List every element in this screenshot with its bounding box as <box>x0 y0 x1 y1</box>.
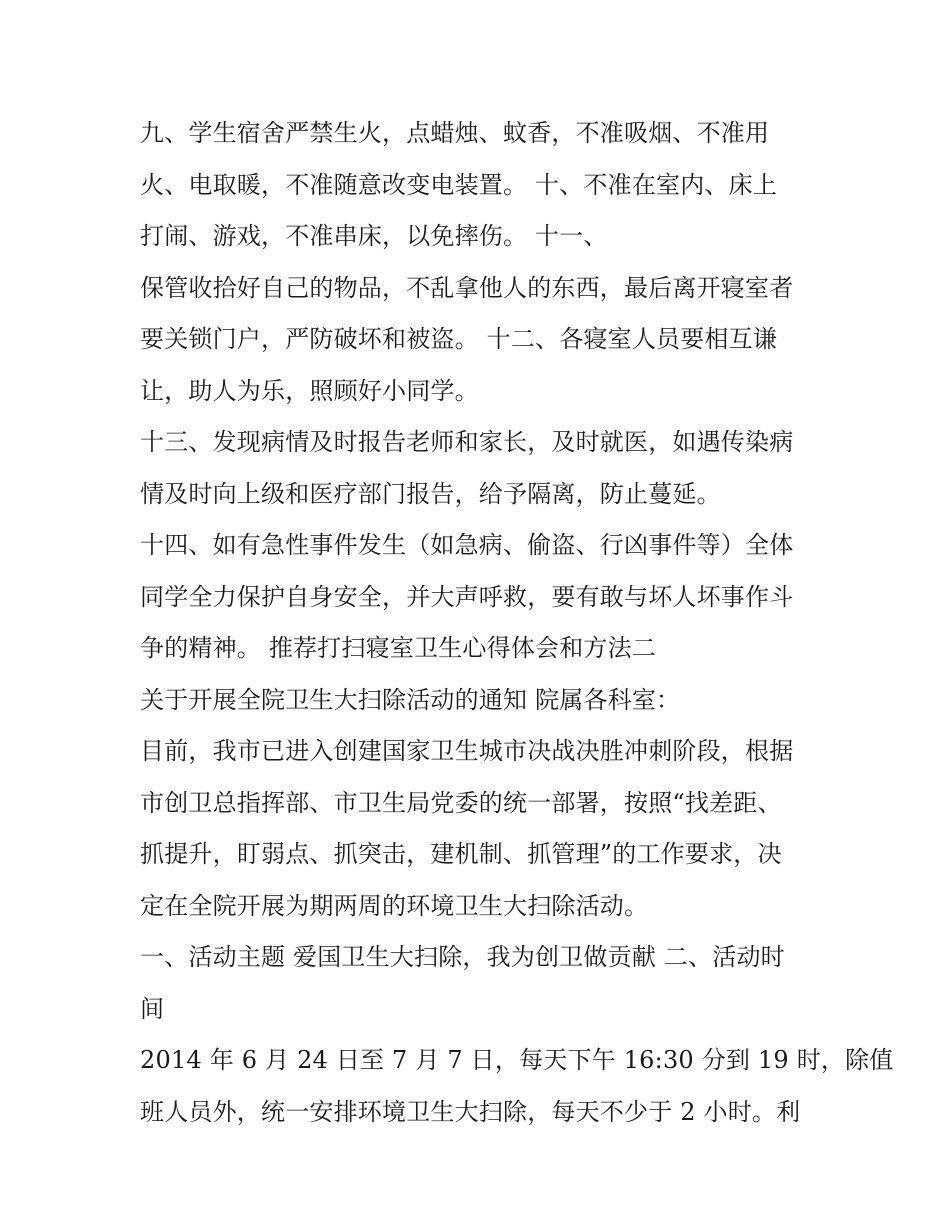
text-line: 十四、如有急性事件发生（如急病、偷盗、行凶事件等）全体 <box>140 531 794 559</box>
text-line: 间 <box>140 994 165 1023</box>
text-line: 火、电取暖，不准随意改变电装置。 十、不准在室内、床上 <box>140 170 778 199</box>
text-line: 市创卫总指挥部、市卫生局党委的统一部署，按照“找差距、 <box>140 788 782 817</box>
text-line: 让，助人为乐，照顾好小同学。 <box>140 376 479 405</box>
text-line: 抓提升，盯弱点、抓突击，建机制、抓管理”的工作要求，决 <box>140 840 782 868</box>
text-line: 争的精神。 推荐打扫寝室卫生心得体会和方法二 <box>140 634 657 662</box>
text-line: 定在全院开展为期两周的环境卫生大扫除活动。 <box>140 891 649 920</box>
text-line: 一、活动主题 爱国卫生大扫除，我为创卫做贡献 二、活动时 <box>140 943 785 971</box>
text-line: 目前，我市已进入创建国家卫生城市决战决胜冲刺阶段，根据 <box>140 737 794 765</box>
text-line: 九、学生宿舍严禁生火，点蜡烛、蚊香，不准吸烟、不准用 <box>140 119 770 147</box>
text-line: 同学全力保护自身安全，并大声呼救，要有敢与坏人坏事作斗 <box>140 582 794 611</box>
text-line: 十三、发现病情及时报告老师和家长，及时就医，如遇传染病 <box>140 428 794 456</box>
text-line: 保管收拾好自己的物品，不乱拿他人的东西，最后离开寝室者 <box>140 273 794 302</box>
text-line: 情及时向上级和医疗部门报告，给予隔离，防止蔓延。 <box>140 479 721 508</box>
text-line: 2014 年 6 月 24 日至 7 月 7 日，每天下午 16:30 分到 19 时，除值 <box>140 1046 894 1074</box>
text-line: 班人员外，统一安排环境卫生大扫除，每天不少于 2 小时。利 <box>140 1097 801 1126</box>
text-line: 关于开展全院卫生大扫除活动的通知 院属各科室： <box>140 685 681 714</box>
text-line: 打闹、游戏，不准串床，以免摔伤。 十一、 <box>140 222 608 250</box>
document-body <box>140 108 894 1138</box>
text-line: 要关锁门户，严防破坏和被盗。 十二、各寝室人员要相互谦 <box>140 325 778 353</box>
